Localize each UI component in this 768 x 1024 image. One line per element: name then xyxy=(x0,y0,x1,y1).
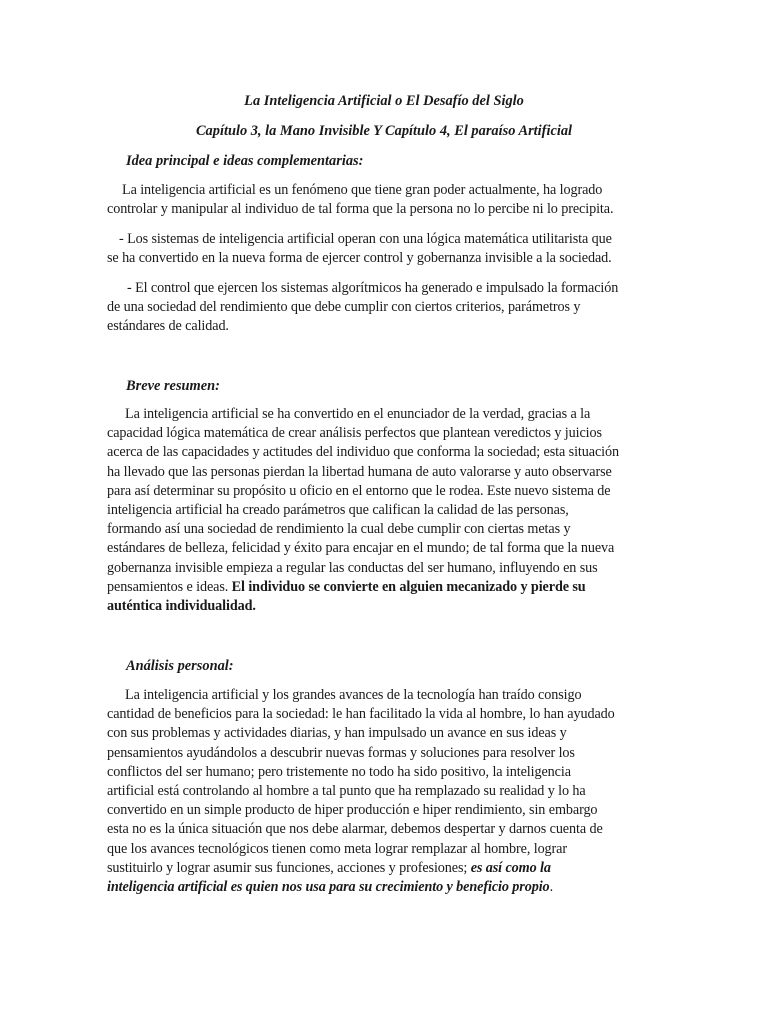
bold-conclusion-end: auténtica individualidad. xyxy=(107,598,256,615)
text-line: convertido en un simple producto de hiper producción e hiper rendimiento, sin embargo xyxy=(107,802,598,819)
text-line: formando así una sociedad de rendimiento la cual debe cumplir con ciertas metas y xyxy=(107,521,571,538)
text-line: esta no es la única situación que nos debe alarmar, debemos despertar y darnos cuenta de xyxy=(107,821,603,838)
text-line: La inteligencia artificial se ha convertido en el enunciador de la verdad, gracias a la xyxy=(125,406,591,422)
text-line: La inteligencia artificial es un fenómeno que tiene gran poder actualmente, ha logrado xyxy=(122,182,603,198)
paragraph-complementary-idea-1 xyxy=(107,230,663,268)
paragraph-main-idea xyxy=(107,181,663,219)
text-line: - Los sistemas de inteligencia artificial operan con una lógica matemática utilitarista que xyxy=(119,231,612,247)
text-line: para así determinar su propósito u oficio en el entorno que le rodea. Este nuevo sistema de xyxy=(107,482,611,499)
text-line: de una sociedad del rendimiento que debe cumplir con ciertos criterios, parámetros y xyxy=(107,299,581,316)
text-run: pensamientos e ideas. xyxy=(107,578,232,595)
text-line: cantidad de beneficios para la sociedad: le han facilitado la vida al hombre, lo han ayudado xyxy=(107,706,615,723)
text-line: estándares de calidad. xyxy=(107,318,229,335)
section-heading-main-ideas: Idea principal e ideas complementarias: xyxy=(126,153,364,169)
text-line: artificial está controlando al hombre a tal punto que ha remplazado su realidad y lo ha xyxy=(107,783,586,800)
bold-italic-conclusion-end: inteligencia artificial es quien nos usa para su crecimiento y beneficio propio xyxy=(107,879,550,896)
document-subtitle: Capítulo 3, la Mano Invisible Y Capítulo 4, El paraíso Artificial xyxy=(195,123,573,139)
text-line xyxy=(107,859,663,878)
text-line: con sus problemas y actividades diarias, y han impulsado un avance en sus ideas y xyxy=(107,725,567,742)
text-line: se ha convertido en la nueva forma de ejercer control y gobernanza invisible a la sociedad. xyxy=(107,250,612,267)
bold-conclusion: El individuo se convierte en alguien mecanizado y pierde su xyxy=(231,578,586,595)
text-line: gobernanza invisible empieza a regular las conductas del ser humano, influyendo en sus xyxy=(107,559,598,576)
text-line: que los avances tecnológicos tienen como meta lograr remplazar al hombre, lograr xyxy=(107,840,568,857)
text-line: estándares de belleza, felicidad y éxito para encajar en el mundo; de tal forma que la nueva xyxy=(107,540,615,557)
section-heading-summary: Breve resumen: xyxy=(126,378,220,394)
text-run: sustituirlo y lograr asumir sus funciones, acciones y profesiones; xyxy=(107,859,471,876)
text-line xyxy=(107,578,663,597)
text-line: La inteligencia artificial y los grandes avances de la tecnología han traído consigo xyxy=(125,687,582,703)
text-line: conflictos del ser humano; pero tristemente no todo ha sido positivo, la inteligencia xyxy=(107,763,571,780)
text-line xyxy=(107,878,663,897)
text-line: - El control que ejercen los sistemas algorítmicos ha generado e impulsado la formación xyxy=(127,280,619,296)
paragraph-summary xyxy=(107,405,663,616)
text-line: capacidad lógica matemática de crear análisis perfectos que plantean veredictos y juicios xyxy=(107,425,602,442)
text-line: inteligencia artificial ha creado parámetros que califican la calidad de las personas, xyxy=(107,502,569,519)
text-run: . xyxy=(549,879,554,896)
text-line: ha llevado que las personas pierdan la libertad humana de auto valorarse y auto observarse xyxy=(107,463,612,480)
document-title: La Inteligencia Artificial o El Desafío del Siglo xyxy=(244,93,524,109)
bold-italic-conclusion: es así como la xyxy=(470,859,551,876)
text-line: acerca de las capacidades y actitudes del individuo que conforma la sociedad; esta situación xyxy=(107,444,619,461)
section-heading-personal-analysis: Análisis personal: xyxy=(126,658,234,674)
paragraph-personal-analysis xyxy=(107,686,663,897)
paragraph-complementary-idea-2 xyxy=(107,279,663,337)
text-line: pensamientos ayudándolos a descubrir nuevas formas y soluciones para resolver los xyxy=(107,744,575,761)
text-line: controlar y manipular al individuo de tal forma que la persona no lo percibe ni lo precipita. xyxy=(107,201,614,218)
